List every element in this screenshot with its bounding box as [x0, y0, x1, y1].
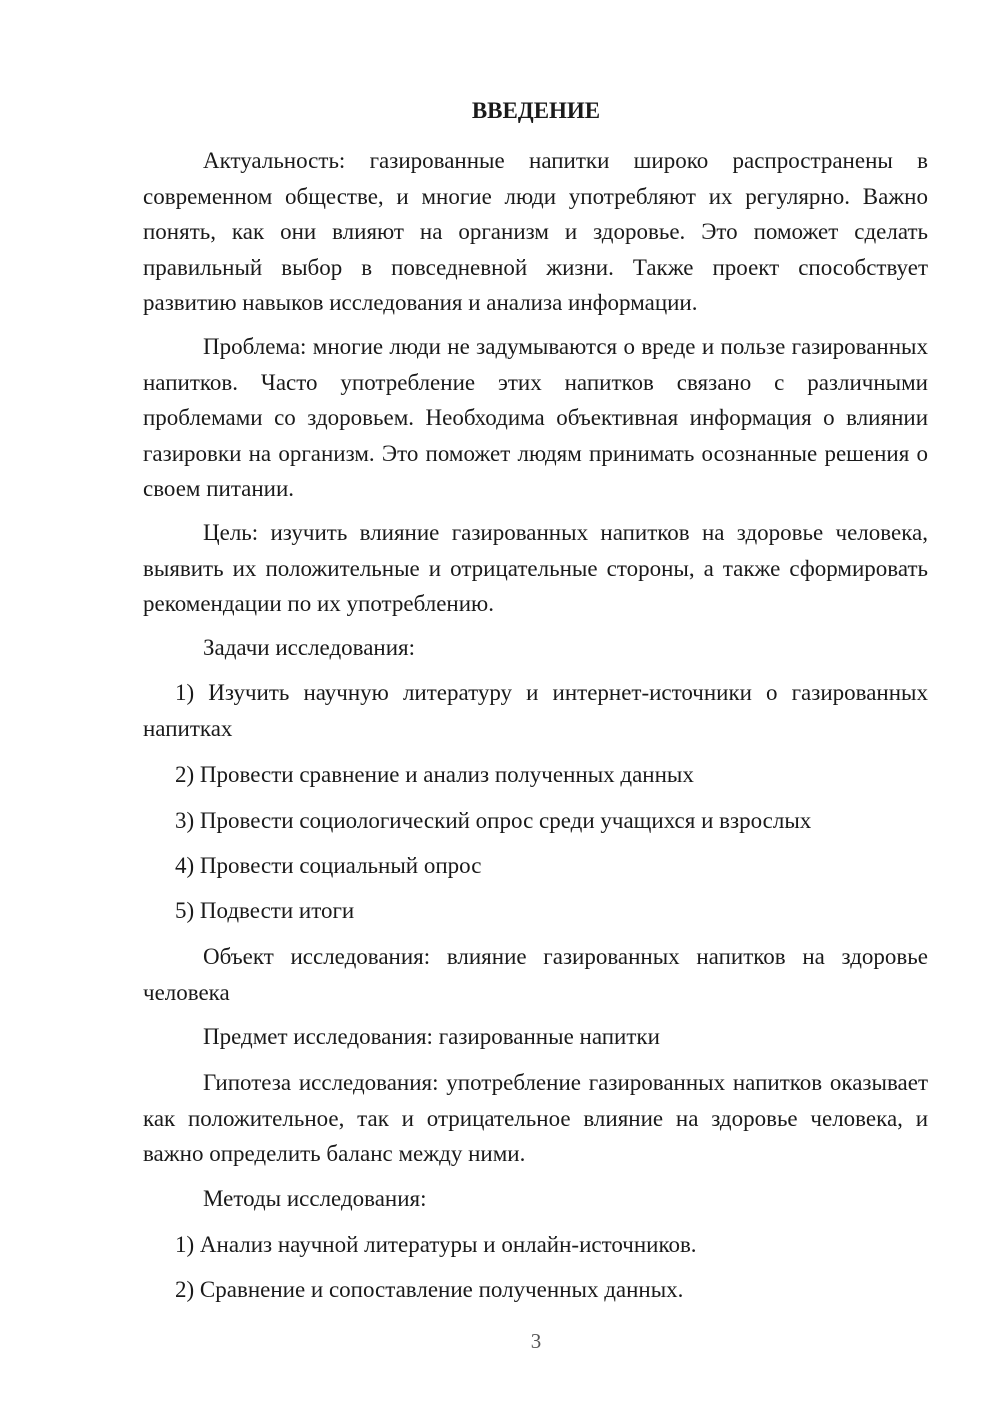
- tasks-title: Задачи исследования:: [203, 635, 416, 660]
- task-item-3: 3) Провести социологический опрос среди учащихся и взрослых: [175, 808, 812, 833]
- task-item-2: 2) Провести сравнение и анализ полученных данных: [175, 762, 694, 787]
- task-item-1: 1) Изучить научную литературу и интернет-источники о газированных напитках: [143, 680, 928, 741]
- page-number: 3: [530, 1329, 542, 1353]
- methods-title: Методы исследования:: [203, 1186, 427, 1211]
- paragraph-relevance: Актуальность: газированные напитки широко распространены в современном обществе, и многие люди употребляют их регулярно. Важно понять, как они влияют на организм и здоровье. Это поможет сделать правильный выбор в повседневной жизни. Также проект способствует развитию навыков исследования и анализа информации.: [143, 148, 928, 315]
- paragraph-problem: Проблема: многие люди не задумываются о вреде и пользе газированных напитков. Часто употребление этих напитков связано с различными проблемами со здоровьем. Необходима объективная информация о влиянии газировки на организм. Это поможет людям принимать осознанные решения о своем питании.: [143, 334, 928, 501]
- task-item-5: 5) Подвести итоги: [175, 898, 355, 923]
- method-item-2: 2) Сравнение и сопоставление полученных данных.: [175, 1277, 684, 1302]
- paragraph-goal: Цель: изучить влияние газированных напитков на здоровье человека, выявить их положительные и отрицательные стороны, а также сформировать рекомендации по их употреблению.: [143, 520, 928, 616]
- page-heading: ВВЕДЕНИЕ: [471, 98, 601, 123]
- method-item-1: 1) Анализ научной литературы и онлайн-источников.: [175, 1232, 697, 1257]
- paragraph-subject: Предмет исследования: газированные напитки: [203, 1024, 660, 1049]
- paragraph-object: Объект исследования: влияние газированных напитков на здоровье человека: [143, 944, 928, 1005]
- paragraph-hypothesis: Гипотеза исследования: употребление газированных напитков оказывает как положительное, так и отрицательное влияние на здоровье человека, и важно определить баланс между ними.: [143, 1070, 928, 1166]
- task-item-4: 4) Провести социальный опрос: [175, 853, 482, 878]
